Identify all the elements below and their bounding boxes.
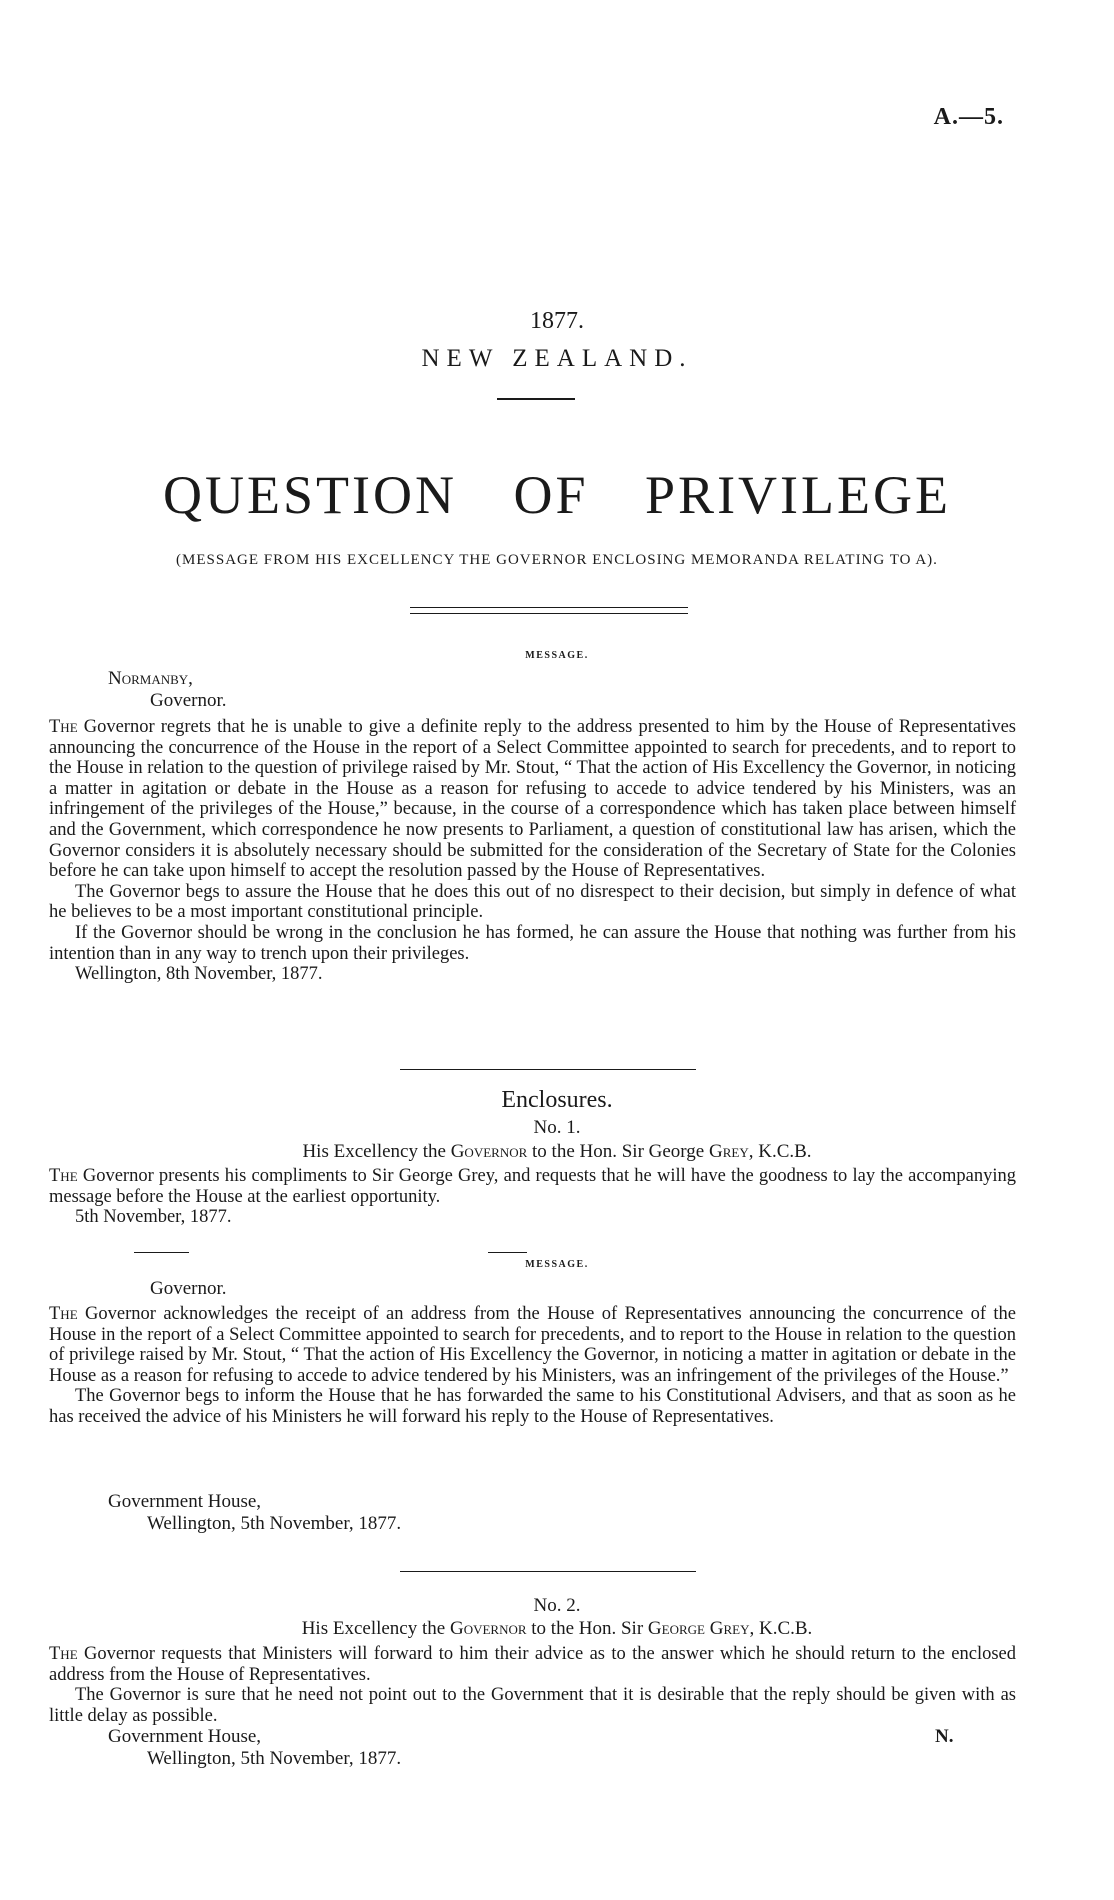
divider — [400, 1069, 696, 1070]
header-governor: Governor — [450, 1141, 528, 1162]
enclosure-2-header — [0, 1619, 1114, 1639]
enclosure-1-message-paragraph-1 — [49, 1304, 1016, 1386]
country-heading: NEW ZEALAND. — [421, 345, 693, 372]
divider — [488, 1252, 527, 1253]
message-paragraph-3: If the Governor should be wrong in the conclusion he has formed, he can assure the House that nothing was further from his intention than in any way to trench upon their privileges. — [49, 922, 1016, 964]
enclosure-2-place: Government House, — [108, 1726, 262, 1747]
lead-word: The — [49, 1644, 78, 1664]
enclosure-1-paragraph — [49, 1166, 1016, 1207]
header-governor: Governor — [449, 1618, 527, 1639]
enclosure-2-date: Wellington, 5th November, 1877. — [147, 1748, 402, 1769]
enclosure-1-header — [0, 1142, 1114, 1162]
double-divider — [410, 607, 688, 614]
enclosure-2-body — [49, 1644, 1016, 1726]
paragraph-text: Governor presents his compliments to Sir George Grey, and requests that he will have the goodness to lay the accompanying message before the House at the earliest opportunity. — [49, 1166, 1016, 1207]
signer-title: Governor. — [150, 690, 227, 711]
year: 1877. — [530, 308, 584, 334]
header-george: George — [647, 1618, 705, 1639]
signature-line — [134, 1252, 189, 1253]
header-text: His Excellency the — [302, 1141, 451, 1162]
enclosure-1-message-heading: MESSAGE. — [525, 1259, 589, 1270]
enclosure-1-place: Government House, — [108, 1491, 262, 1512]
page-title: QUESTION OF PRIVILEGE — [163, 465, 951, 525]
enclosure-1-signer-title: Governor. — [150, 1278, 227, 1299]
page-reference: A.—5. — [933, 104, 1004, 130]
lead-word: The — [49, 1166, 78, 1186]
message-paragraph-1 — [49, 717, 1016, 882]
header-text: His Excellency the — [301, 1618, 450, 1639]
message-heading: MESSAGE. — [525, 650, 589, 661]
header-grey: Grey — [708, 1141, 749, 1162]
header-grey: Grey — [709, 1618, 750, 1639]
enclosure-2-number: No. 2. — [533, 1595, 581, 1616]
enclosure-2-paragraph-1 — [49, 1644, 1016, 1685]
page-subtitle: (MESSAGE FROM HIS EXCELLENCY THE GOVERNOR ENCLOSING MEMORANDA RELATING TO A). — [176, 552, 938, 568]
message-body — [49, 717, 1016, 985]
divider — [400, 1571, 696, 1572]
enclosures-title: Enclosures. — [501, 1087, 613, 1113]
header-text: to the Hon. Sir — [526, 1618, 648, 1639]
paragraph-text: Governor requests that Ministers will forward to him their advice as to the answer which he should return to the enclosed address from the House of Representatives. — [49, 1644, 1016, 1685]
message-paragraph-2: The Governor begs to assure the House that he does this out of no disrespect to their decision, but simply in defence of what he believes to be a most important constitutional principle. — [49, 881, 1016, 923]
lead-word: The — [49, 717, 78, 737]
lead-word: The — [49, 1304, 78, 1324]
signer-name: Normanby, — [108, 668, 193, 689]
paragraph-text: Governor regrets that he is unable to give a definite reply to the address presented to him by the House of Representatives announcing the concurrence of the House in the report of a Select Committee appointed to search for precedents, and to report to the House in relation to the question of privilege raised by Mr. Stout, “ That the action of His Excellency the Governor, in noticing a matter in agitation or debate in the House as a reason for refusing to accede to advice tendered by his Ministers, was an infringement of the privileges of the House,” because, in the course of a correspondence which has taken place between himself and the Government, which correspondence he now presents to Parliament, a question of constitutional law has arisen, which the Governor considers it is absolutely necessary should be submitted for the consideration of the Secretary of State for the Colonies before he can take upon himself to accept the resolution passed by the House of Representatives. — [49, 717, 1016, 882]
enclosure-1-message-body — [49, 1304, 1016, 1428]
enclosure-1-date: 5th November, 1877. — [75, 1207, 232, 1228]
message-date: Wellington, 8th November, 1877. — [75, 964, 323, 985]
enclosure-2-paragraph-2: The Governor is sure that he need not point out to the Government that it is desirable that the reply should be given with as little delay as possible. — [49, 1685, 1016, 1726]
header-text: , K.C.B. — [748, 1141, 812, 1162]
divider — [497, 398, 575, 400]
enclosure-1-message-paragraph-2: The Governor begs to inform the House that he has forwarded the same to his Constitutional Advisers, and that as soon as he has received the advice of his Ministers he will forward his reply to the House of Representatives. — [49, 1386, 1016, 1427]
header-text: , K.C.B. — [749, 1618, 813, 1639]
enclosure-1-number: No. 1. — [533, 1117, 581, 1138]
paragraph-text: Governor acknowledges the receipt of an address from the House of Representatives announcing the concurrence of the House in the report of a Select Committee appointed to search for precedents, and to report to the House in relation to the question of privilege raised by Mr. Stout, “ That the action of His Excellency the Governor, in noticing a matter in agitation or debate in the House as a reason for refusing to accede to advice tendered by his Ministers, was an infringement of the privileges of the House.” — [49, 1304, 1016, 1386]
header-text: to the Hon. Sir George — [527, 1141, 709, 1162]
enclosure-1-date-2: Wellington, 5th November, 1877. — [147, 1513, 402, 1534]
page-signer: N. — [935, 1726, 954, 1747]
enclosure-1-body — [49, 1166, 1016, 1228]
